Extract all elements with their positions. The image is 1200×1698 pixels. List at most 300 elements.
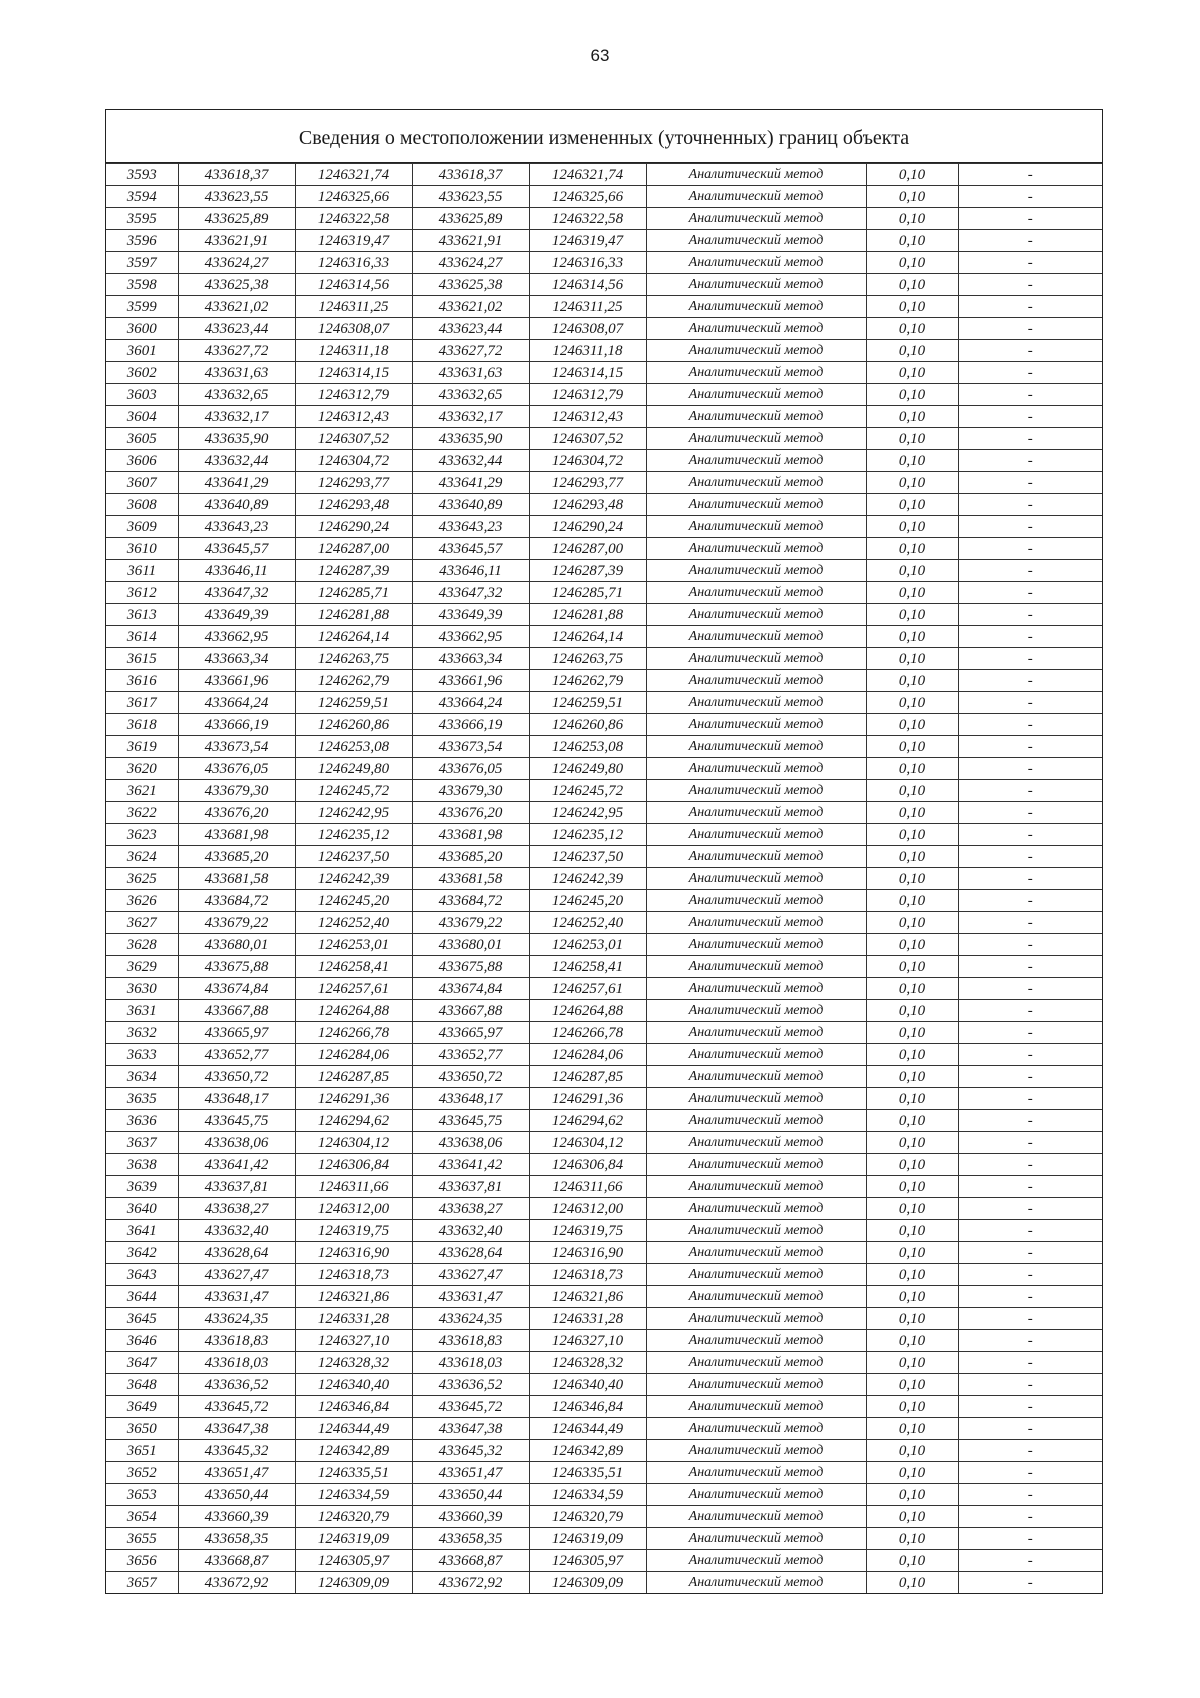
cell-y-old: 1246312,43 [295,406,412,428]
cell-accuracy: 0,10 [866,978,958,1000]
table-row [106,1484,1102,1506]
cell-accuracy: 0,10 [866,384,958,406]
cell-x-old: 433672,92 [178,1572,295,1594]
cell-y-old: 1246284,06 [295,1044,412,1066]
cell-method: Аналитический метод [646,670,866,692]
cell-y-old: 1246306,84 [295,1154,412,1176]
cell-x-new: 433684,72 [412,890,529,912]
cell-y-new: 1246264,14 [529,626,646,648]
table-row [106,1506,1102,1528]
cell-point-number: 3593 [106,164,178,186]
cell-accuracy: 0,10 [866,230,958,252]
cell-y-old: 1246318,73 [295,1264,412,1286]
cell-accuracy: 0,10 [866,472,958,494]
cell-y-new: 1246305,97 [529,1550,646,1572]
cell-x-new: 433680,01 [412,934,529,956]
cell-note: - [958,450,1102,472]
cell-y-old: 1246321,74 [295,164,412,186]
cell-y-old: 1246316,90 [295,1242,412,1264]
cell-note: - [958,494,1102,516]
cell-point-number: 3596 [106,230,178,252]
cell-x-new: 433661,96 [412,670,529,692]
cell-method: Аналитический метод [646,208,866,230]
cell-method: Аналитический метод [646,1308,866,1330]
cell-x-new: 433673,54 [412,736,529,758]
cell-x-old: 433660,39 [178,1506,295,1528]
cell-y-new: 1246293,48 [529,494,646,516]
cell-method: Аналитический метод [646,164,866,186]
cell-accuracy: 0,10 [866,934,958,956]
cell-note: - [958,1088,1102,1110]
cell-note: - [958,670,1102,692]
cell-note: - [958,208,1102,230]
cell-x-old: 433664,24 [178,692,295,714]
cell-note: - [958,824,1102,846]
cell-y-new: 1246253,01 [529,934,646,956]
table-row [106,1044,1102,1066]
cell-point-number: 3657 [106,1572,178,1594]
cell-y-old: 1246293,48 [295,494,412,516]
table-row [106,1462,1102,1484]
cell-method: Аналитический метод [646,1000,866,1022]
cell-x-old: 433663,34 [178,648,295,670]
cell-note: - [958,846,1102,868]
cell-y-old: 1246309,09 [295,1572,412,1594]
cell-point-number: 3606 [106,450,178,472]
cell-method: Аналитический метод [646,516,866,538]
cell-method: Аналитический метод [646,1264,866,1286]
cell-accuracy: 0,10 [866,736,958,758]
cell-point-number: 3643 [106,1264,178,1286]
cell-accuracy: 0,10 [866,516,958,538]
cell-x-new: 433624,35 [412,1308,529,1330]
cell-x-new: 433645,72 [412,1396,529,1418]
cell-y-new: 1246263,75 [529,648,646,670]
cell-point-number: 3652 [106,1462,178,1484]
cell-y-new: 1246252,40 [529,912,646,934]
cell-accuracy: 0,10 [866,340,958,362]
cell-accuracy: 0,10 [866,956,958,978]
cell-x-old: 433662,95 [178,626,295,648]
cell-y-new: 1246314,15 [529,362,646,384]
cell-accuracy: 0,10 [866,1022,958,1044]
cell-accuracy: 0,10 [866,1242,958,1264]
cell-y-new: 1246287,39 [529,560,646,582]
cell-x-old: 433638,27 [178,1198,295,1220]
cell-accuracy: 0,10 [866,758,958,780]
cell-method: Аналитический метод [646,340,866,362]
cell-note: - [958,406,1102,428]
cell-method: Аналитический метод [646,1330,866,1352]
cell-point-number: 3595 [106,208,178,230]
table-row [106,1110,1102,1132]
cell-note: - [958,1440,1102,1462]
cell-x-old: 433625,89 [178,208,295,230]
cell-x-new: 433665,97 [412,1022,529,1044]
cell-x-new: 433632,65 [412,384,529,406]
cell-y-old: 1246253,01 [295,934,412,956]
cell-y-old: 1246259,51 [295,692,412,714]
table-row [106,912,1102,934]
cell-y-new: 1246304,12 [529,1132,646,1154]
cell-point-number: 3647 [106,1352,178,1374]
cell-point-number: 3656 [106,1550,178,1572]
cell-y-old: 1246314,56 [295,274,412,296]
cell-method: Аналитический метод [646,318,866,340]
table-row [106,1374,1102,1396]
cell-accuracy: 0,10 [866,1572,958,1594]
cell-point-number: 3612 [106,582,178,604]
cell-y-old: 1246334,59 [295,1484,412,1506]
cell-x-new: 433632,17 [412,406,529,428]
cell-y-old: 1246335,51 [295,1462,412,1484]
cell-note: - [958,692,1102,714]
cell-accuracy: 0,10 [866,538,958,560]
cell-note: - [958,1264,1102,1286]
cell-y-new: 1246316,33 [529,252,646,274]
table-row [106,1022,1102,1044]
cell-x-new: 433632,40 [412,1220,529,1242]
cell-x-old: 433681,58 [178,868,295,890]
cell-point-number: 3598 [106,274,178,296]
cell-x-new: 433650,44 [412,1484,529,1506]
cell-y-new: 1246245,72 [529,780,646,802]
cell-point-number: 3607 [106,472,178,494]
cell-y-old: 1246260,86 [295,714,412,736]
cell-method: Аналитический метод [646,956,866,978]
cell-note: - [958,648,1102,670]
cell-y-old: 1246237,50 [295,846,412,868]
table-row [106,428,1102,450]
cell-y-old: 1246344,49 [295,1418,412,1440]
cell-x-new: 433647,32 [412,582,529,604]
cell-y-new: 1246304,72 [529,450,646,472]
cell-point-number: 3604 [106,406,178,428]
cell-method: Аналитический метод [646,1220,866,1242]
cell-point-number: 3627 [106,912,178,934]
coordinates-table [106,163,1102,1593]
cell-y-new: 1246258,41 [529,956,646,978]
table-row [106,274,1102,296]
cell-x-old: 433623,44 [178,318,295,340]
cell-y-new: 1246237,50 [529,846,646,868]
cell-accuracy: 0,10 [866,1374,958,1396]
cell-x-new: 433627,47 [412,1264,529,1286]
cell-method: Аналитический метод [646,934,866,956]
table-row [106,736,1102,758]
cell-method: Аналитический метод [646,1066,866,1088]
cell-accuracy: 0,10 [866,780,958,802]
cell-accuracy: 0,10 [866,1308,958,1330]
cell-x-old: 433647,38 [178,1418,295,1440]
cell-accuracy: 0,10 [866,626,958,648]
cell-note: - [958,1286,1102,1308]
cell-y-old: 1246287,00 [295,538,412,560]
cell-note: - [958,912,1102,934]
cell-point-number: 3633 [106,1044,178,1066]
cell-y-old: 1246311,66 [295,1176,412,1198]
cell-point-number: 3649 [106,1396,178,1418]
cell-x-old: 433647,32 [178,582,295,604]
cell-accuracy: 0,10 [866,296,958,318]
cell-note: - [958,626,1102,648]
table-row [106,846,1102,868]
cell-y-new: 1246308,07 [529,318,646,340]
cell-y-new: 1246311,18 [529,340,646,362]
cell-x-new: 433628,64 [412,1242,529,1264]
table-row [106,230,1102,252]
cell-method: Аналитический метод [646,890,866,912]
cell-point-number: 3603 [106,384,178,406]
cell-y-old: 1246249,80 [295,758,412,780]
table-row [106,1198,1102,1220]
cell-method: Аналитический метод [646,1286,866,1308]
cell-note: - [958,230,1102,252]
cell-y-new: 1246285,71 [529,582,646,604]
cell-y-old: 1246316,33 [295,252,412,274]
cell-y-new: 1246316,90 [529,1242,646,1264]
cell-note: - [958,1550,1102,1572]
cell-y-old: 1246287,85 [295,1066,412,1088]
cell-y-new: 1246284,06 [529,1044,646,1066]
table-row [106,450,1102,472]
cell-x-new: 433623,44 [412,318,529,340]
cell-note: - [958,1352,1102,1374]
table-row [106,956,1102,978]
cell-method: Аналитический метод [646,846,866,868]
cell-note: - [958,1066,1102,1088]
table-row [106,780,1102,802]
cell-x-old: 433635,90 [178,428,295,450]
cell-x-new: 433618,83 [412,1330,529,1352]
cell-method: Аналитический метод [646,1198,866,1220]
cell-y-new: 1246307,52 [529,428,646,450]
cell-x-old: 433645,72 [178,1396,295,1418]
cell-method: Аналитический метод [646,472,866,494]
table-row [106,1440,1102,1462]
cell-x-new: 433681,58 [412,868,529,890]
cell-x-old: 433643,23 [178,516,295,538]
cell-x-old: 433641,42 [178,1154,295,1176]
cell-note: - [958,164,1102,186]
cell-y-old: 1246311,25 [295,296,412,318]
cell-point-number: 3623 [106,824,178,846]
table-row [106,626,1102,648]
cell-method: Аналитический метод [646,384,866,406]
cell-x-new: 433676,20 [412,802,529,824]
cell-y-new: 1246312,79 [529,384,646,406]
cell-note: - [958,758,1102,780]
cell-point-number: 3624 [106,846,178,868]
cell-x-new: 433645,75 [412,1110,529,1132]
cell-accuracy: 0,10 [866,428,958,450]
cell-point-number: 3621 [106,780,178,802]
cell-y-new: 1246242,39 [529,868,646,890]
cell-note: - [958,1308,1102,1330]
cell-accuracy: 0,10 [866,604,958,626]
cell-method: Аналитический метод [646,1022,866,1044]
cell-note: - [958,604,1102,626]
cell-note: - [958,1462,1102,1484]
cell-x-new: 433625,38 [412,274,529,296]
cell-y-old: 1246319,47 [295,230,412,252]
cell-method: Аналитический метод [646,648,866,670]
cell-y-new: 1246311,25 [529,296,646,318]
table-row [106,494,1102,516]
cell-note: - [958,428,1102,450]
cell-y-old: 1246257,61 [295,978,412,1000]
cell-y-old: 1246285,71 [295,582,412,604]
cell-x-new: 433674,84 [412,978,529,1000]
cell-x-new: 433652,77 [412,1044,529,1066]
cell-x-new: 433635,90 [412,428,529,450]
cell-y-new: 1246293,77 [529,472,646,494]
cell-y-old: 1246253,08 [295,736,412,758]
cell-x-old: 433680,01 [178,934,295,956]
cell-y-old: 1246242,39 [295,868,412,890]
cell-y-new: 1246312,00 [529,1198,646,1220]
cell-x-old: 433632,44 [178,450,295,472]
cell-y-new: 1246331,28 [529,1308,646,1330]
cell-point-number: 3619 [106,736,178,758]
cell-point-number: 3639 [106,1176,178,1198]
cell-accuracy: 0,10 [866,714,958,736]
cell-x-new: 433623,55 [412,186,529,208]
cell-point-number: 3640 [106,1198,178,1220]
cell-y-old: 1246312,00 [295,1198,412,1220]
table-row [106,1396,1102,1418]
cell-x-old: 433673,54 [178,736,295,758]
cell-point-number: 3645 [106,1308,178,1330]
cell-accuracy: 0,10 [866,802,958,824]
cell-y-new: 1246344,49 [529,1418,646,1440]
table-row [106,1000,1102,1022]
table-row [106,1308,1102,1330]
cell-x-new: 433679,22 [412,912,529,934]
cell-x-old: 433645,75 [178,1110,295,1132]
cell-x-new: 433649,39 [412,604,529,626]
cell-note: - [958,1572,1102,1594]
cell-y-new: 1246328,32 [529,1352,646,1374]
cell-point-number: 3631 [106,1000,178,1022]
cell-method: Аналитический метод [646,1572,866,1594]
cell-method: Аналитический метод [646,1550,866,1572]
cell-note: - [958,1176,1102,1198]
cell-method: Аналитический метод [646,1462,866,1484]
cell-method: Аналитический метод [646,362,866,384]
cell-x-old: 433645,32 [178,1440,295,1462]
cell-y-new: 1246249,80 [529,758,646,780]
cell-x-new: 433676,05 [412,758,529,780]
cell-x-new: 433679,30 [412,780,529,802]
cell-accuracy: 0,10 [866,494,958,516]
cell-y-old: 1246311,18 [295,340,412,362]
cell-accuracy: 0,10 [866,1352,958,1374]
cell-point-number: 3644 [106,1286,178,1308]
cell-x-new: 433618,03 [412,1352,529,1374]
table-row [106,296,1102,318]
cell-method: Аналитический метод [646,1176,866,1198]
cell-y-new: 1246346,84 [529,1396,646,1418]
cell-point-number: 3648 [106,1374,178,1396]
cell-y-new: 1246325,66 [529,186,646,208]
cell-x-old: 433661,96 [178,670,295,692]
cell-x-old: 433645,57 [178,538,295,560]
cell-point-number: 3653 [106,1484,178,1506]
cell-x-old: 433625,38 [178,274,295,296]
cell-y-old: 1246327,10 [295,1330,412,1352]
cell-x-new: 433636,52 [412,1374,529,1396]
cell-x-old: 433631,47 [178,1286,295,1308]
cell-accuracy: 0,10 [866,1528,958,1550]
cell-x-old: 433676,20 [178,802,295,824]
cell-y-new: 1246290,24 [529,516,646,538]
cell-x-old: 433684,72 [178,890,295,912]
cell-method: Аналитический метод [646,450,866,472]
cell-note: - [958,472,1102,494]
cell-point-number: 3638 [106,1154,178,1176]
cell-accuracy: 0,10 [866,1286,958,1308]
cell-method: Аналитический метод [646,912,866,934]
cell-x-new: 433647,38 [412,1418,529,1440]
cell-accuracy: 0,10 [866,208,958,230]
cell-y-new: 1246322,58 [529,208,646,230]
cell-method: Аналитический метод [646,978,866,1000]
cell-x-old: 433632,40 [178,1220,295,1242]
cell-method: Аналитический метод [646,230,866,252]
table-row [106,1418,1102,1440]
cell-y-old: 1246325,66 [295,186,412,208]
cell-method: Аналитический метод [646,538,866,560]
cell-x-old: 433627,72 [178,340,295,362]
cell-accuracy: 0,10 [866,670,958,692]
cell-note: - [958,890,1102,912]
cell-accuracy: 0,10 [866,1088,958,1110]
cell-accuracy: 0,10 [866,560,958,582]
cell-accuracy: 0,10 [866,1506,958,1528]
cell-x-new: 433624,27 [412,252,529,274]
cell-x-old: 433674,84 [178,978,295,1000]
table-row [106,362,1102,384]
cell-accuracy: 0,10 [866,362,958,384]
cell-y-new: 1246321,74 [529,164,646,186]
cell-method: Аналитический метод [646,1484,866,1506]
cell-x-new: 433650,72 [412,1066,529,1088]
cell-note: - [958,538,1102,560]
cell-x-old: 433646,11 [178,560,295,582]
cell-point-number: 3625 [106,868,178,890]
table-row [106,252,1102,274]
cell-point-number: 3597 [106,252,178,274]
table-row [106,604,1102,626]
cell-y-old: 1246262,79 [295,670,412,692]
cell-x-new: 433675,88 [412,956,529,978]
cell-method: Аналитический метод [646,626,866,648]
cell-x-new: 433666,19 [412,714,529,736]
cell-y-old: 1246264,88 [295,1000,412,1022]
cell-accuracy: 0,10 [866,164,958,186]
cell-point-number: 3650 [106,1418,178,1440]
table-row [106,406,1102,428]
cell-x-old: 433676,05 [178,758,295,780]
cell-y-old: 1246346,84 [295,1396,412,1418]
cell-y-old: 1246242,95 [295,802,412,824]
cell-y-new: 1246294,62 [529,1110,646,1132]
cell-note: - [958,1330,1102,1352]
cell-method: Аналитический метод [646,560,866,582]
cell-method: Аналитический метод [646,1440,866,1462]
cell-accuracy: 0,10 [866,406,958,428]
